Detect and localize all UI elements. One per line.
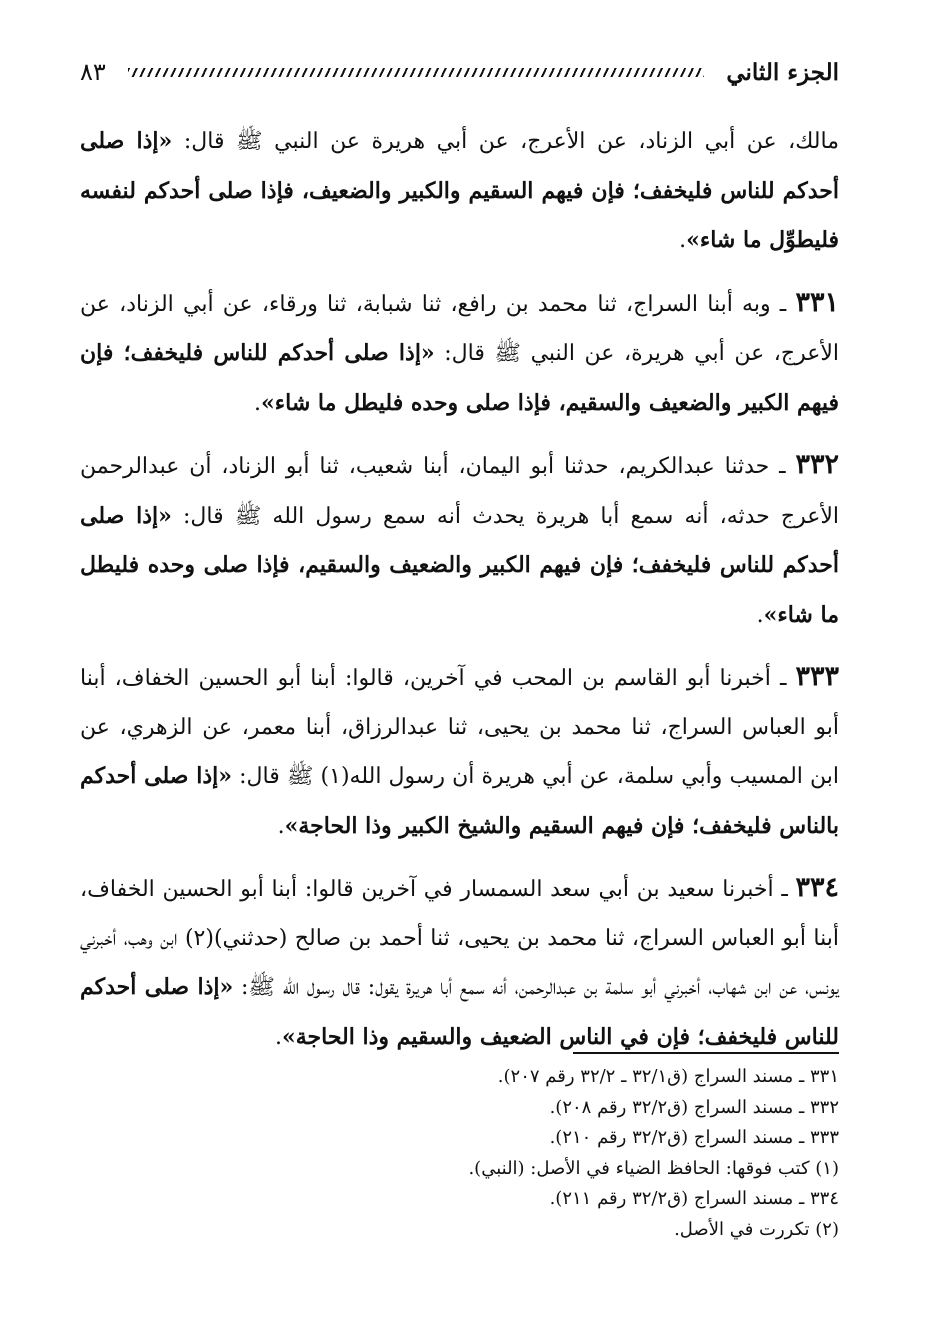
paragraph-end: .	[756, 602, 764, 628]
footnote: ٣٣١ ـ مسند السراج (ق٣٢/١ ـ ٣٢/٢ رقم ٢٠٧).	[497, 1066, 839, 1087]
paragraph-end: .	[254, 390, 262, 416]
hadith-332	[80, 441, 839, 640]
header-hatched-rule	[128, 68, 705, 77]
paragraph-text: ـ أخبرنا سعيد بن أبي سعد السمسار في آخرين قالوا: أبنا أبو الحسين الخفاف، أبنا أبو العباس السراج، ثنا محمد بن يحيى، ثنا أحمد بن صالح (حدثني)(٢) ابن وهب، أخبرني يونس، عن ابن شهاب، أخبرني أبو سلمة بن عبدالرحمن، أنه سمع أبا هريرة يقول: قال رسول الله ﷺ:	[80, 877, 840, 1000]
footnotes	[300, 1062, 839, 1245]
hadith-quote: «إذا صلى أحدكم بالناس فليخفف؛ فإن فيهم السقيم والشيخ الكبير وذا الحاجة»	[80, 763, 839, 839]
hadith-quote: «إذا صلى أحدكم للناس فليخفف؛ فإن فيهم الكبير والضعيف والسقيم، فإذا صلى وحده فليطل ما شاء»	[80, 502, 839, 628]
hadith-quote: «إذا صلى أحدكم للناس فليخفف؛ فإن في الناس الضعيف والسقيم وذا الحاجة»	[80, 974, 839, 1050]
footnote-separator	[573, 1052, 839, 1054]
footnote: (٢) تكررت في الأصل.	[674, 1218, 839, 1240]
paragraph-text: ـ وبه أبنا السراج، ثنا محمد بن رافع، ثنا شبابة، ثنا ورقاء، عن أبي الزناد، عن الأعرج، عن أبي هريرة، عن النبي ﷺ قال:	[80, 291, 839, 366]
hadith-331	[80, 279, 839, 429]
paragraph-text: ـ حدثنا عبدالكريم، حدثنا أبو اليمان، أبنا شعيب، ثنا أبو الزناد، أن عبدالرحمن الأعرج حدثه، أنه سمع أبا هريرة يحدث أنه سمع رسول الله ﷺ قال:	[80, 454, 839, 529]
paragraph-end: .	[274, 1024, 282, 1050]
footnote: ٣٣٣ ـ مسند السراج (ق٣٢/٢ رقم ٢١٠).	[549, 1127, 839, 1148]
hadith-quote: «إذا صلى أحدكم للناس فليخفف؛ فإن فيهم الكبير والضعيف والسقيم، فإذا صلى وحده فليطل ما شاء»	[80, 340, 839, 416]
running-head: الجزء الثاني	[726, 58, 839, 86]
footnote: ٣٣٤ ـ مسند السراج (ق٣٢/٢ رقم ٢١١).	[549, 1188, 839, 1209]
main-text	[80, 117, 839, 1075]
footnote: (١) كتب فوقها: الحافظ الضياء في الأصل: (النبي).	[468, 1157, 839, 1179]
hadith-quote: «إذا صلى أحدكم للناس فليخفف؛ فإن فيهم السقيم والكبير والضعيف، فإذا صلى أحدكم لنفسه فليطوِّل ما شاء»	[80, 128, 839, 253]
hadith-333	[80, 653, 839, 851]
page-header	[80, 52, 839, 92]
hadith-number: ٣٣٤	[795, 872, 839, 903]
page-number: ٨٣	[80, 58, 106, 86]
hadith-334	[80, 864, 839, 1062]
footnote: ٣٣٢ ـ مسند السراج (ق٣٢/٢ رقم ٢٠٨).	[549, 1096, 839, 1118]
hadith-number: ٣٣١	[795, 286, 839, 318]
paragraph-text: ـ أخبرنا أبو القاسم بن المحب في آخرين، قالوا: أبنا أبو الحسين الخفاف، أبنا أبو العباس السراج، ثنا محمد بن يحيى، ثنا عبدالرزاق، أبنا معمر، عن الزهري، عن ابن المسيب وأبي سلمة، عن أبي هريرة أن رسول الله(١) ﷺ قال:	[80, 666, 840, 789]
paragraph-end: .	[679, 228, 687, 253]
paragraph-text: مالك، عن أبي الزناد، عن الأعرج، عن أبي هريرة عن النبي ﷺ قال:	[172, 129, 839, 154]
paragraph-continuation	[80, 117, 839, 266]
paragraph-end: .	[277, 813, 285, 839]
hadith-number: ٣٣٢	[795, 449, 839, 480]
hadith-number: ٣٣٣	[795, 661, 839, 692]
